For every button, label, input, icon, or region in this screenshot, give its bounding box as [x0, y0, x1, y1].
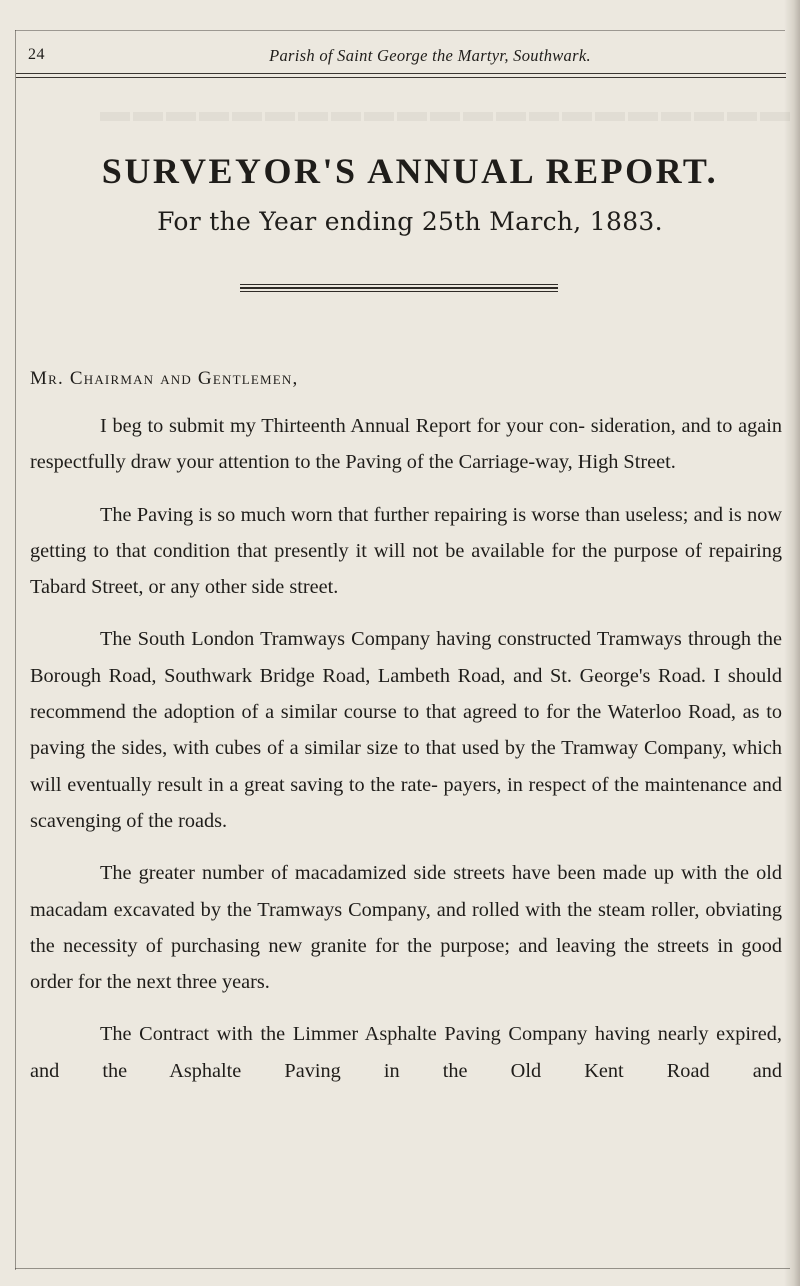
page-number: 24	[28, 46, 45, 63]
report-body	[30, 408, 782, 1089]
page-border-bottom	[15, 1268, 790, 1269]
header-rule	[16, 73, 786, 74]
page-edge-shadow	[784, 0, 800, 1286]
section-divider	[240, 284, 558, 292]
page-border-top	[15, 30, 785, 31]
header-rule-secondary	[16, 77, 786, 78]
show-through-texture: ▬▬▬▬▬▬▬▬▬▬▬▬▬▬▬▬▬▬▬▬▬	[97, 95, 790, 128]
running-head: Parish of Saint George the Martyr, Southwark.	[269, 46, 591, 65]
paragraph: I beg to submit my Thirteenth Annual Report for your con- sideration, and to again respectfully draw your attention to the Paving of the Carriage-way, High Street.	[30, 415, 782, 474]
paragraph: The South London Tramways Company having constructed Tramways through the Borough Road, Southwark Bridge Road, Lambeth Road, and St. George's Road. I should recommend the adoption of a similar course to that agreed to for the Waterloo Road, as to paving the sides, with cubes of a similar size to that used by the Tramway Company, which will eventually result in a great saving to the rate- payers, in respect of the maintenance and scavenging of the roads.	[30, 628, 782, 832]
page-border-left	[15, 30, 16, 1270]
paragraph: The Paving is so much worn that further repairing is worse than useless; and is now getting to that condition that presently it will not be available for the purpose of repairing Tabard Street, or any other side street.	[30, 503, 782, 599]
paragraph: The greater number of macadamized side streets have been made up with the old macadam excavated by the Tramways Company, and rolled with the steam roller, obviating the necessity of purchasing new granite for the purpose; and leaving the streets in good order for the next three years.	[30, 862, 782, 994]
report-title: SURVEYOR'S ANNUAL REPORT.	[101, 151, 719, 191]
report-subtitle: For the Year ending 25th March, 1883.	[157, 207, 663, 236]
paragraph: The Contract with the Limmer Asphalte Paving Company having nearly expired, and the Asphalte Paving in the Old Kent Road and	[30, 1023, 782, 1082]
salutation: Mr. Chairman and Gentlemen,	[30, 368, 299, 389]
